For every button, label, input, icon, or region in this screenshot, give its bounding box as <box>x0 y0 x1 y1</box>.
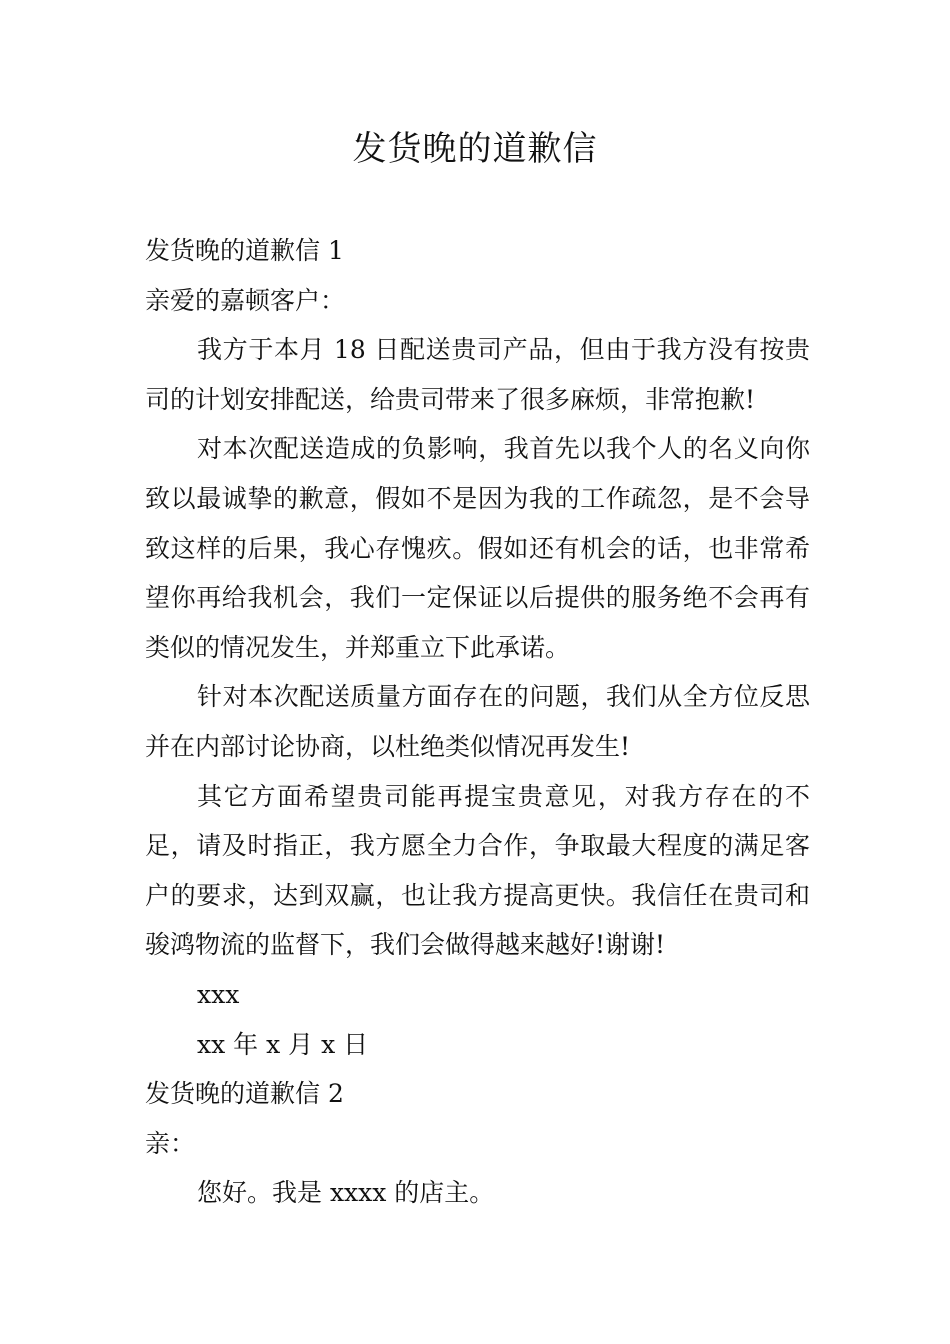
body-paragraph: 对本次配送造成的负影响，我首先以我个人的名义向你致以最诚挚的歉意，假如不是因为我的工作疏忽，是不会导致这样的后果，我心存愧疚。假如还有机会的话，也非常希望你再给我机会，我们一定保证以后提供的服务绝不会再有类似的情况发生，并郑重立下此承诺。 <box>145 434 810 662</box>
document-body <box>145 226 810 1218</box>
body-paragraph: 针对本次配送质量方面存在的问题，我们从全方位反思并在内部讨论协商，以杜绝类似情况再发生! <box>145 682 810 761</box>
salutation-2: 亲： <box>145 1128 196 1158</box>
salutation-1: 亲爱的嘉顿客户： <box>145 285 346 315</box>
body-paragraph: 我方于本月 18 日配送贵司产品，但由于我方没有按贵司的计划安排配送，给贵司带来了很多麻烦，非常抱歉! <box>145 335 810 414</box>
document-title: 发货晚的道歉信 <box>352 129 598 169</box>
date-line: xx 年 x 月 x 日 <box>197 1029 369 1059</box>
body-paragraph: 您好。我是 xxxx 的店主。 <box>197 1178 495 1208</box>
section-heading-2: 发货晚的道歉信 2 <box>145 1079 344 1109</box>
signature: xxx <box>197 979 240 1009</box>
body-paragraph: 其它方面希望贵司能再提宝贵意见，对我方存在的不足，请及时指正，我方愿全力合作，争取最大程度的满足客户的要求，达到双赢，也让我方提高更快。我信任在贵司和骏鸿物流的监督下，我们会做得越来越好!谢谢! <box>145 781 810 960</box>
section-heading-1: 发货晚的道歉信 1 <box>145 236 344 265</box>
